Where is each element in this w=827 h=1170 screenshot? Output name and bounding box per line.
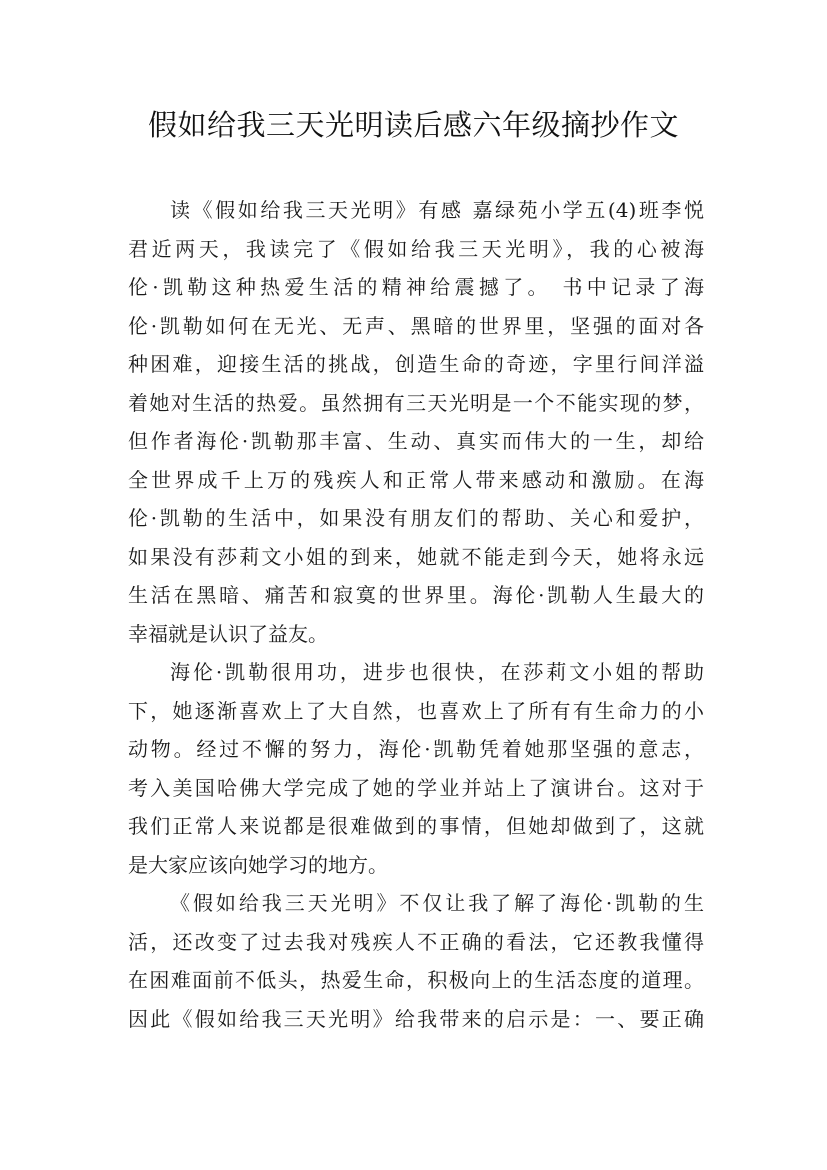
text-line: 着她对生活的热爱。虽然拥有三天光明是一个不能实现的梦， (128, 390, 704, 415)
text-line: 伦·凯勒的生活中，如果没有朋友们的帮助、关心和爱护， (128, 506, 704, 530)
paragraph (128, 191, 704, 653)
text-line: 活，还改变了过去我对残疾人不正确的看法，它还教我懂得 (128, 929, 704, 954)
text-line: 是大家应该向她学习的地方。 (128, 852, 388, 877)
text-line: 但作者海伦·凯勒那丰富、生动、真实而伟大的一生，却给 (128, 429, 704, 453)
document-body (128, 191, 704, 1038)
text-line: 考入美国哈佛大学完成了她的学业并站上了演讲台。这对于 (128, 775, 704, 800)
text-line: 在困难面前不低头，热爱生命，积极向上的生活态度的道理。 (128, 968, 704, 992)
text-line: 伦·凯勒这种热爱生活的精神给震撼了。 书中记录了海 (128, 275, 704, 299)
text-line: 因此《假如给我三天光明》给我带来的启示是：一、要正确 (128, 1006, 704, 1031)
text-line: 海伦·凯勒很用功，进步也很快，在莎莉文小姐的帮助 (170, 660, 704, 684)
text-line: 读《假如给我三天光明》有感 嘉绿苑小学五(4)班李悦 (170, 198, 704, 222)
text-line: 种困难，迎接生活的挑战，创造生命的奇迹，字里行间洋溢 (128, 352, 704, 376)
paragraph (128, 884, 704, 1038)
text-line: 动物。经过不懈的努力，海伦·凯勒凭着她那坚强的意志， (128, 737, 704, 761)
text-line: 幸福就是认识了益友。 (128, 621, 328, 646)
text-line: 全世界成千上万的残疾人和正常人带来感动和激励。在海 (128, 467, 704, 492)
document-title: 假如给我三天光明读后感六年级摘抄作文 (147, 108, 679, 142)
paragraph (128, 653, 704, 884)
text-line: 君近两天，我读完了《假如给我三天光明》，我的心被海 (128, 236, 704, 261)
text-line: 《假如给我三天光明》不仅让我了解了海伦·凯勒的生 (170, 891, 704, 915)
text-line: 如果没有莎莉文小姐的到来，她就不能走到今天，她将永远 (128, 544, 704, 569)
text-line: 我们正常人来说都是很难做到的事情，但她却做到了，这就 (128, 814, 704, 838)
text-line: 下，她逐渐喜欢上了大自然，也喜欢上了所有有生命力的小 (128, 698, 704, 723)
text-line: 生活在黑暗、痛苦和寂寞的世界里。海伦·凯勒人生最大的 (128, 583, 704, 607)
text-line: 伦·凯勒如何在无光、无声、黑暗的世界里，坚强的面对各 (128, 313, 704, 338)
